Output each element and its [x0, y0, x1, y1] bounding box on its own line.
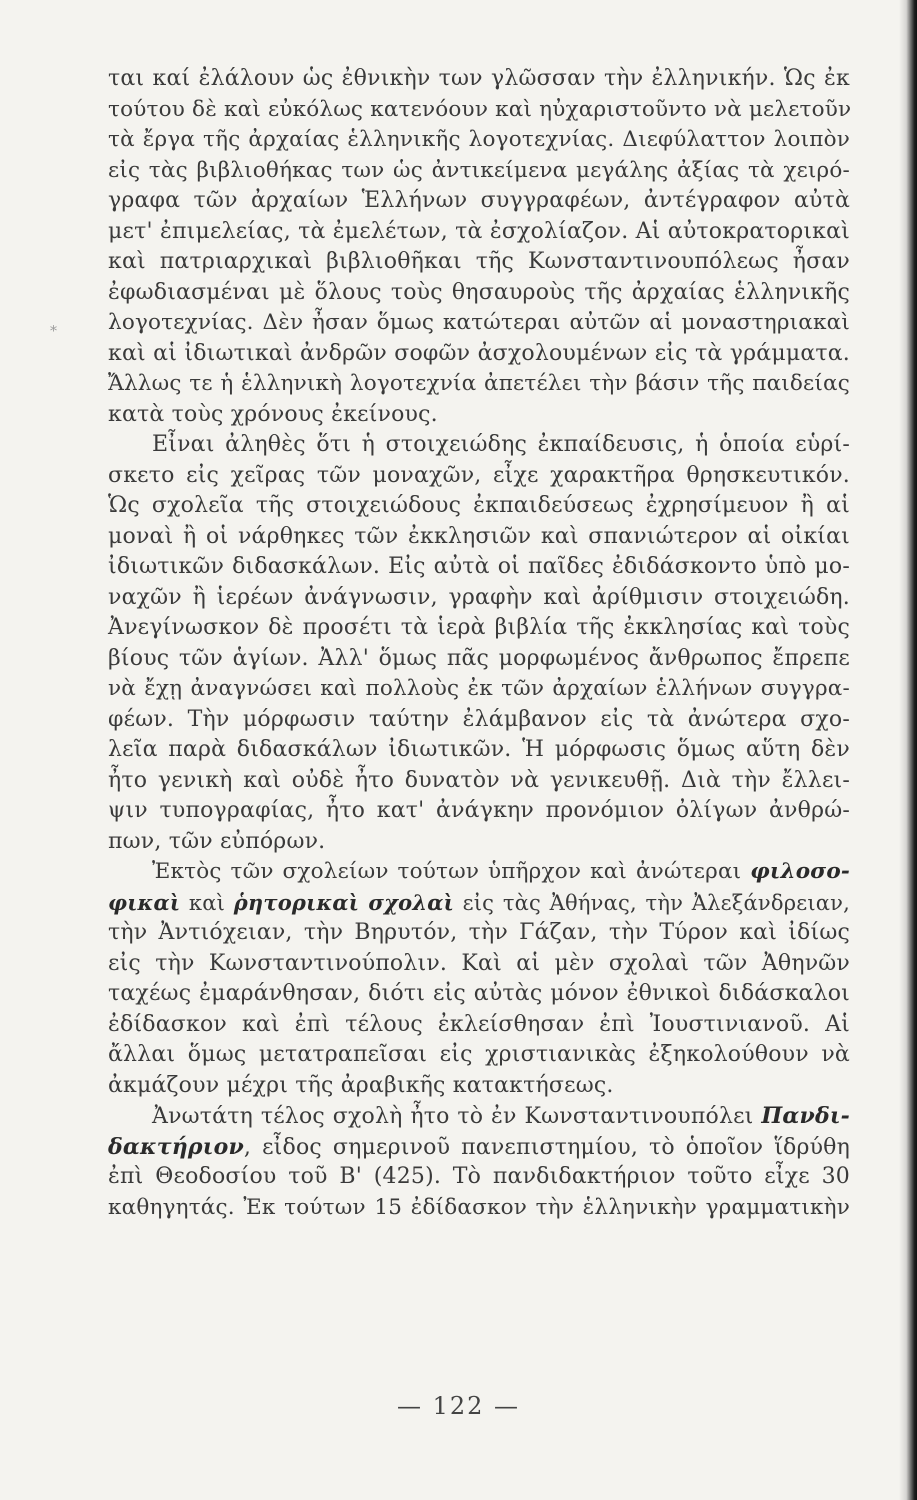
page-edge-shadow	[899, 0, 917, 1500]
emphasis-term: φιλοσο-	[750, 859, 850, 884]
text-line: Ἀνεγίνωσκον δὲ προσέτι τὰ ἱερὰ βιβλία τῆς ἐκκλησίας καὶ τοὺς	[108, 615, 850, 640]
text-line: ταχέως ἐμαράνθησαν, διότι εἰς αὐτὰς μόνον ἐθνικοὶ διδάσκαλοι	[108, 981, 850, 1006]
emphasis-term: Πανδι-	[761, 1103, 850, 1129]
text-line: ναχῶν ἢ ἱερέων ἀνάγνωσιν, γραφὴν καὶ ἀρίθμισιν στοιχειώδη.	[108, 584, 850, 610]
text-run: καὶ	[180, 890, 234, 915]
text-line	[108, 1101, 850, 1132]
text-line: Ὡς σχολεῖα τῆς στοιχειώδους ἐκπαιδεύσεως ἐχρησίμευον ἢ αἱ	[108, 493, 850, 518]
paragraph-4	[108, 1101, 850, 1223]
text-line: λεῖα παρὰ διδασκάλων ἰδιωτικῶν. Ἡ μόρφωσις ὅμως αὕτη δὲν	[108, 737, 850, 762]
page-body	[108, 64, 850, 1223]
text-line: ται καί ἐλάλουν ὡς ἐθνικὴν των γλῶσσαν τὴν ἐλληνικήν. Ὡς ἐκ	[108, 66, 850, 91]
text-line: φέων. Τὴν μόρφωσιν ταύτην ἐλάμβανον εἰς τὰ ἀνώτερα σχο-	[108, 706, 850, 732]
text-line: τούτου δὲ καὶ εὐκόλως κατενόουν καὶ ηὐχαριστοῦντο νὰ μελετοῦν	[108, 96, 852, 122]
text-line: ἐπὶ Θεοδοσίου τοῦ Β' (425). Τὸ πανδιδακτήριον τοῦτο εἶχε 30	[108, 1164, 850, 1189]
margin-mark: ⁎	[50, 319, 57, 335]
text-line: νὰ ἔχῃ ἀναγνώσει καὶ πολλοὺς ἐκ τῶν ἀρχαίων ἑλλήνων συγγρα-	[108, 676, 850, 701]
text-line: ἀκμάζουν μέχρι τῆς ἀραβικῆς κατακτήσεως.	[108, 1072, 614, 1098]
text-line: τὴν Ἀντιόχειαν, τὴν Βηρυτόν, τὴν Γάζαν, τὴν Τύρον καὶ ἰδίως	[108, 920, 850, 945]
paragraph-2	[108, 430, 850, 857]
text-line: Εἶναι ἀληθὲς ὅτι ἡ στοιχειώδης ἐκπαίδευσις, ἡ ὁποία εὑρί-	[152, 432, 850, 457]
text-run: Ἀνωτάτη τέλος σχολὴ ἦτο τὸ ἐν Κωνσταντινουπόλει	[152, 1104, 762, 1129]
text-line: ἦτο γενικὴ καὶ οὐδὲ ἦτο δυνατὸν νὰ γενικευθῇ. Διὰ τὴν ἔλλει-	[108, 767, 850, 793]
text-line: Ἄλλως τε ἡ ἑλληνικὴ λογοτεχνία ἀπετέλει τὴν βάσιν τῆς παιδείας	[108, 371, 850, 396]
text-line: πων, τῶν εὐπόρων.	[108, 828, 326, 854]
text-line: εἰς τὰς βιβλιοθήκας των ὡς ἀντικείμενα μεγάλης ἀξίας τὰ χειρό-	[108, 157, 850, 183]
page-number: — 122 —	[396, 1392, 521, 1420]
text-line: ψιν τυπογραφίας, ἦτο κατ' ἀνάγκην προνόμιον ὀλίγων ἀνθρώ-	[108, 798, 850, 823]
text-line: γραφα τῶν ἀρχαίων Ἑλλήνων συγγραφέων, ἀντέγραφον αὐτὰ	[108, 188, 850, 213]
paragraph-3	[108, 857, 850, 1101]
paragraph-1	[108, 64, 850, 430]
text-line: ἐφωδιασμέναι μὲ ὅλους τοὺς θησαυροὺς τῆς ἀρχαίας ἑλληνικῆς	[108, 279, 850, 305]
text-line: ἄλλαι ὅμως μετατραπεῖσαι εἰς χριστιανικὰς ἐξηκολούθουν νὰ	[108, 1042, 850, 1067]
text-line: κατὰ τοὺς χρόνους ἐκείνους.	[108, 401, 438, 427]
text-line: καθηγητάς. Ἐκ τούτων 15 ἐδίδασκον τὴν ἑλληνικὴν γραμματικὴν	[108, 1194, 850, 1220]
text-line: σκετο εἰς χεῖρας τῶν μοναχῶν, εἶχε χαρακτῆρα θρησκευτικόν.	[108, 462, 850, 488]
text-line: τὰ ἔργα τῆς ἀρχαίας ἑλληνικῆς λογοτεχνίας. Διεφύλαττον λοιπὸν	[108, 127, 850, 152]
emphasis-term: φικαὶ	[108, 889, 181, 915]
text-line: μοναὶ ἢ οἱ νάρθηκες τῶν ἐκκλησιῶν καὶ σπανιώτερον αἱ οἰκίαι	[108, 523, 850, 549]
emphasis-term: δακτήριον	[108, 1133, 244, 1160]
text-line	[108, 888, 850, 919]
text-line	[108, 857, 850, 888]
text-run: εἰς τὰς Ἀθήνας, τὴν Ἀλεξάνδρειαν,	[453, 890, 850, 915]
text-line: καὶ πατριαρχικαὶ βιβλιοθῆκαι τῆς Κωνσταντινουπόλεως ἦσαν	[108, 249, 850, 274]
text-line: εἰς τὴν Κωνσταντινούπολιν. Καὶ αἱ μὲν σχολαὶ τῶν Ἀθηνῶν	[108, 950, 850, 976]
text-line: μετ' ἐπιμελείας, τὰ ἐμελέτων, τὰ ἐσχολίαζον. Αἱ αὐτοκρατορικαὶ	[108, 218, 850, 244]
text-line: λογοτεχνίας. Δὲν ἦσαν ὅμως κατώτεραι αὐτῶν αἱ μοναστηριακαὶ	[108, 310, 850, 335]
text-line: ἐδίδασκον καὶ ἐπὶ τέλους ἐκλείσθησαν ἐπὶ Ἰουστινιανοῦ. Αἱ	[108, 1011, 850, 1037]
text-line: καὶ αἱ ἰδιωτικαὶ ἀνδρῶν σοφῶν ἀσχολουμένων εἰς τὰ γράμματα.	[108, 340, 850, 366]
text-line: βίους τῶν ἁγίων. Ἀλλ' ὅμως πᾶς μορφωμένος ἄνθρωπος ἔπρεπε	[108, 645, 850, 671]
text-line	[108, 1132, 850, 1163]
text-run: , εἶδος σημερινοῦ πανεπιστημίου, τὸ ὁποῖον ἵδρύθη	[243, 1134, 850, 1160]
text-line: ἰδιωτικῶν διδασκάλων. Εἰς αὐτὰ οἱ παῖδες ἐδιδάσκοντο ὑπὸ μο-	[108, 554, 850, 579]
text-run: Ἐκτὸς τῶν σχολείων τούτων ὑπῆρχον καὶ ἀνώτεραι	[152, 859, 751, 884]
emphasis-term: ῥητορικαὶ σχολαὶ	[233, 889, 454, 915]
